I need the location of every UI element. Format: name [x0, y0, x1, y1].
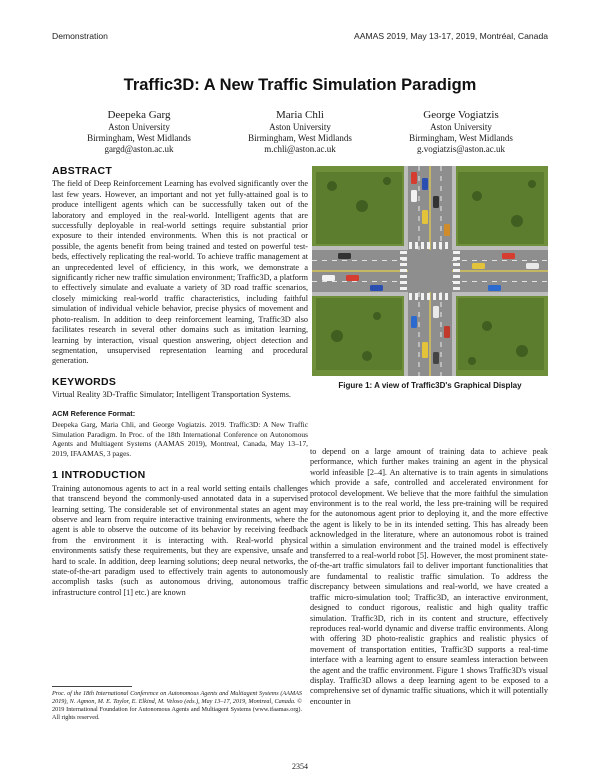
- footnote-proceedings: Proc. of the 18th International Conference on Autonomous Agents and Multiagent Systems (AAMAS 2019), N. Agmon, M. E. Taylor, E. Elkind, M. Veloso (eds.), May 13–17, 2019, Montreal, Canada.: [52, 690, 302, 705]
- car-icon: [422, 342, 428, 358]
- grass-block: [316, 298, 402, 370]
- author-affiliation: Aston University: [108, 122, 170, 132]
- car-icon: [346, 275, 359, 281]
- author-email: g.vogiatzis@aston.ac.uk: [416, 144, 506, 155]
- footnote-divider: [52, 686, 132, 687]
- sidewalk: [452, 246, 548, 250]
- author-name: Deepeka Garg: [107, 109, 171, 121]
- sidewalk: [312, 246, 408, 250]
- car-icon: [411, 316, 417, 328]
- sidewalk: [404, 292, 408, 376]
- running-header-right: AAMAS 2019, May 13-17, 2019, Montréal, Canada: [354, 31, 548, 41]
- author-location: Birmingham, West Midlands: [409, 133, 513, 144]
- author-email: m.chli@aston.ac.uk: [264, 144, 336, 155]
- car-icon: [433, 306, 439, 318]
- page-number: 2354: [292, 762, 308, 771]
- author-location: Birmingham, West Midlands: [248, 133, 352, 144]
- traffic3d-figure: [312, 166, 548, 376]
- car-icon: [370, 285, 383, 291]
- author-block-2: [215, 109, 385, 156]
- car-icon: [433, 352, 439, 364]
- running-header-left: Demonstration: [52, 31, 108, 41]
- introduction-text: Training autonomous agents to act in a real world setting entails challenges that transcend beyond the commonly-used annotated data in a supervised learning setting. The considerable set of environmental states an agent may observe and learn from require interactive training environments, where the agent is able to observe the outcome of its behavior by receiving feedback from the environment it is interacting with. Real-world physical environments satisfy these requirements, but they are expensive, unsafe and hard to scale. In addition, deep learning solutions; deep neural networks, the state-of-the-art paradigm used to effectively train agents to autonomously accomplish tasks (such as autonomous driving, autonomous traffic infrastructure control [1] etc.) are known: [52, 483, 308, 597]
- car-icon: [444, 224, 450, 236]
- sidewalk: [452, 292, 456, 376]
- left-column: [52, 166, 308, 598]
- keywords-text: Virtual Reality 3D-Traffic Simulator; Intelligent Transportation Systems.: [52, 390, 291, 400]
- sidewalk: [312, 292, 408, 296]
- copyright-footnote: [52, 690, 302, 722]
- author-name: George Vogiatzis: [423, 109, 499, 121]
- acm-reference-heading: ACM Reference Format:: [52, 408, 136, 418]
- sidewalk: [452, 166, 456, 250]
- paper-title: Traffic3D: A New Traffic Simulation Paradigm: [123, 76, 477, 94]
- abstract-heading: ABSTRACT: [52, 165, 113, 177]
- car-icon: [502, 253, 515, 259]
- author-name: Maria Chli: [276, 109, 324, 121]
- author-email: gargd@aston.ac.uk: [104, 144, 174, 155]
- figure-caption: Figure 1: A view of Traffic3D's Graphical Display: [338, 381, 522, 390]
- car-icon: [322, 275, 335, 281]
- author-block-1: [54, 109, 224, 156]
- sidewalk: [404, 166, 408, 250]
- car-icon: [422, 210, 428, 224]
- author-affiliation: Aston University: [269, 122, 331, 132]
- keywords-heading: KEYWORDS: [52, 375, 117, 388]
- abstract-text: The field of Deep Reinforcement Learning has evolved significantly over the last few years. However, an important and not yet fully-attained goal is to produce intelligent agents which can be successfully taken out of the laboratory and employed in the real-world. Intelligent agents that are successfully deployable in real-world settings require substantial prior exposure to their intended environments. When this is not practical or possible, the agents benefit from being trained and tested on powerful test-beds, effectively replicating the real-world. To achieve traffic management at an unprecedented level of efficiency, in this work, we demonstrate a significantly richer new traffic simulation environment; Traffic3D, a platform to effectively simulate and evaluate a variety of 3D road traffic scenarios, closely mimicking real-world traffic characteristics, including faithful simulation of individual vehicle behavior, precise physics of movement and photo-realism. In addition to deep reinforcement learning, Traffic3D also facilitates research in several other domains such as imitation learning, learning by interaction, visual question answering, object detection and segmentation, unsupervised representation learning and procedural generation.: [52, 179, 308, 366]
- acm-reference-text: Deepeka Garg, Maria Chli, and George Vogiatzis. 2019. Traffic3D: A New Traffic Simulation Paradigm. In Proc. of the 18th International Conference on Autonomous Agents and Multiagent Systems (AAMAS 2019), Montreal, Canada, May 13–17, 2019, IFAAMAS, 3 pages.: [52, 419, 308, 458]
- car-icon: [472, 263, 485, 269]
- car-icon: [422, 178, 428, 190]
- author-location: Birmingham, West Midlands: [87, 133, 191, 144]
- right-column: [310, 447, 548, 707]
- car-icon: [526, 263, 539, 269]
- car-icon: [433, 196, 439, 208]
- author-block-3: [376, 109, 546, 156]
- car-icon: [411, 190, 417, 202]
- car-icon: [444, 326, 450, 338]
- introduction-heading: 1 INTRODUCTION: [52, 469, 146, 482]
- car-icon: [488, 285, 501, 291]
- car-icon: [411, 172, 417, 184]
- traffic-scene-image: [312, 166, 548, 376]
- sidewalk: [452, 292, 548, 296]
- author-affiliation: Aston University: [430, 122, 492, 132]
- car-icon: [338, 253, 351, 259]
- footnote-copyright: © 2019 International Foundation for Autonomous Agents and Multiagent Systems (www.ifaamas.org). All rights reserved.: [52, 698, 303, 721]
- right-column-text: to depend on a large amount of training data to achieve peak performance, which further makes training an agent in the physical world infeasible [2–4]. An alternative is to train agents in simulations which provide a safe, controlled and accelerated environment for protocol development. We believe that the more faithful the simulation environment is to the real world, the less pre-training will be required for the autonomous agent prior to deploying it, and the more effective the agent is likely to be in its intended setting. This has already been acknowledged in the literature, where an autonomous robot is trained within a simulation environment and the trained model is effectively transferred to a real-world robot [5]. However, the most prominent state-of-the-art traffic simulators fail to deliver important functionalities that are fundamental to realistic traffic simulation. To address the discrepancy between simulations and real-world, we have created a traffic micro-simulation tool; Traffic3D, an interactive environment, designed to conduct rigorous, realistic and high quality traffic simulation. Traffic3D, rich in its content and structure, effectively reproduces real-world dynamic and diverse traffic environments. Along with offering 3D photo-realistic graphics and realistic physics of movement of transportation entities, Traffic3D supports a real-time interface with a learning agent to ensure seamless interaction between the agent and the traffic environment. Figure 1 shows Traffic3D's visual display. Traffic3D allows a deep learning agent to be exposed to a comprehensive set of dynamic traffic situations, which it will potentially encounter in: [310, 447, 548, 706]
